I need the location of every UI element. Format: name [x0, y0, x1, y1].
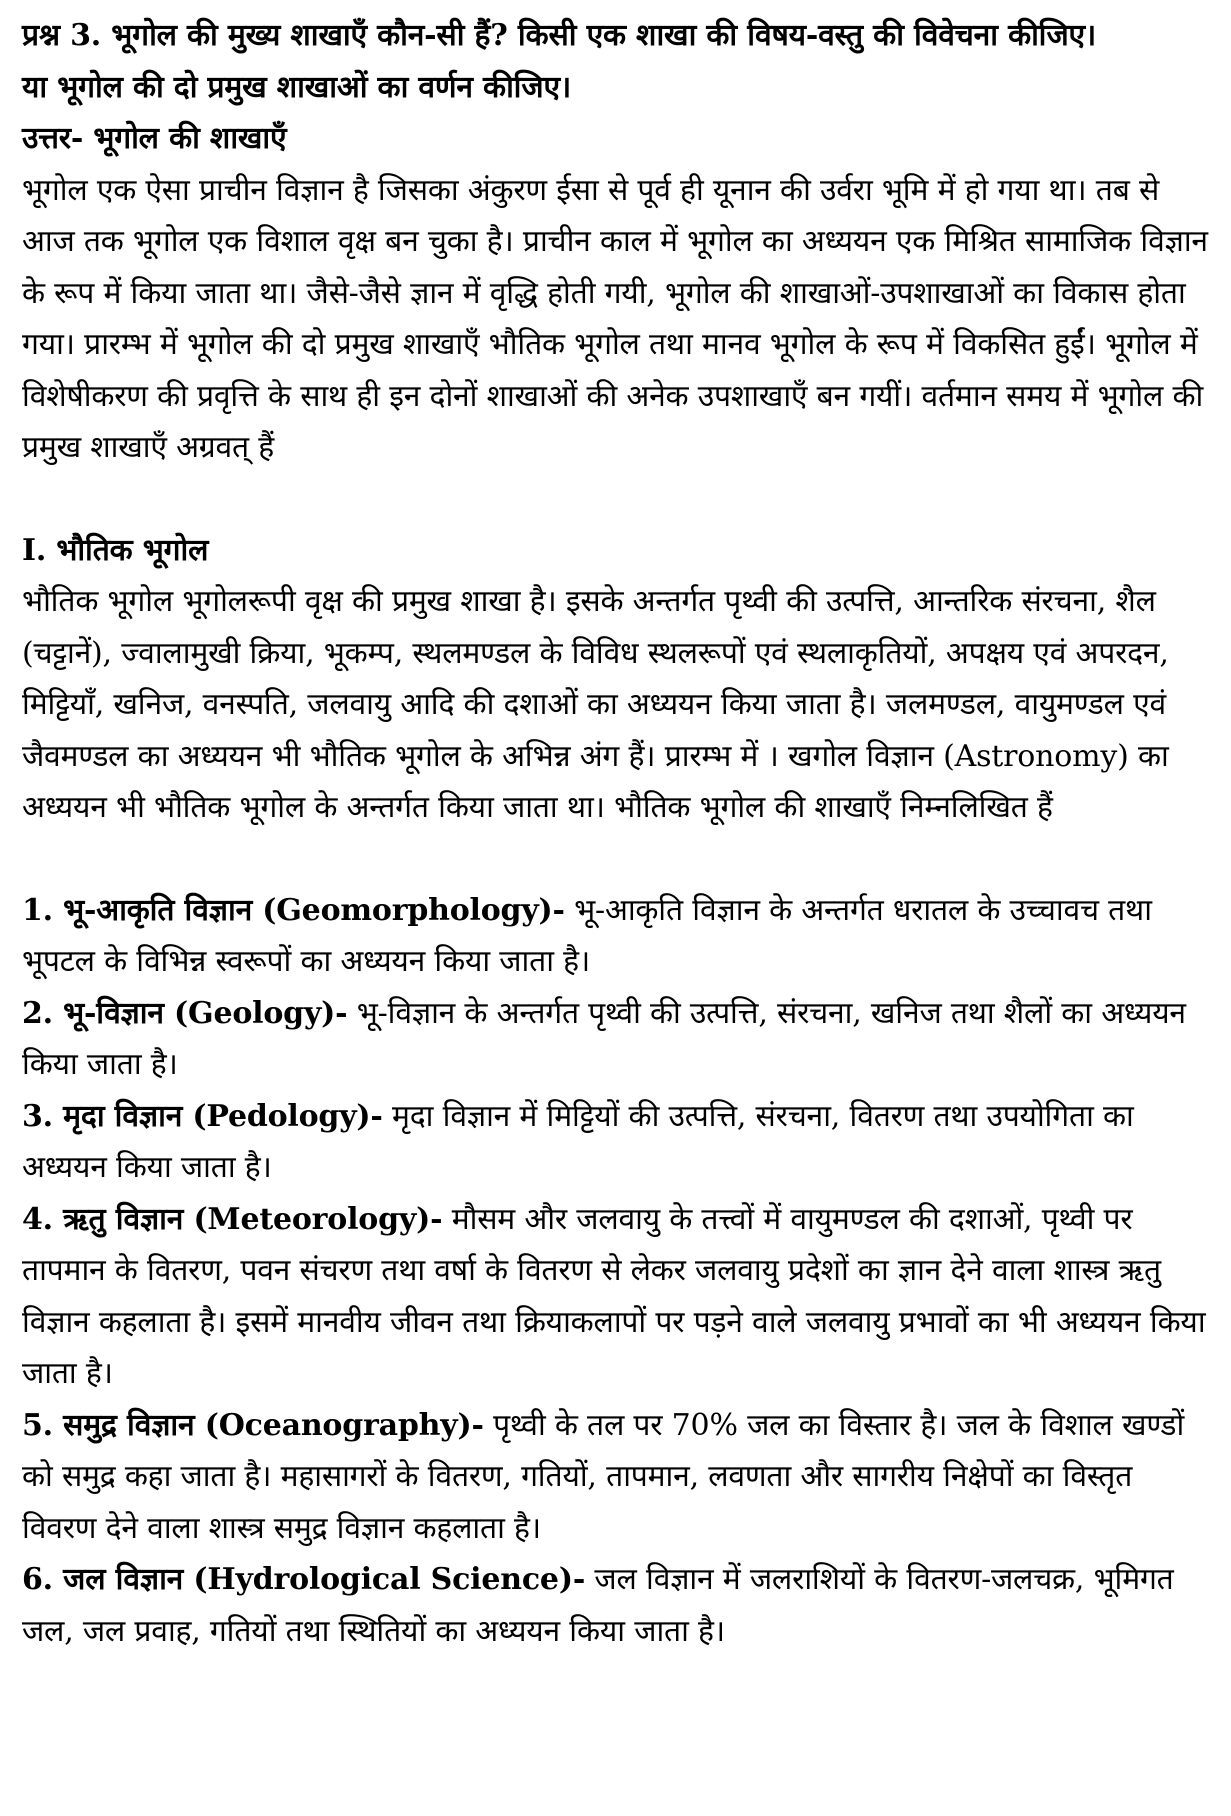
branch-title: 3. मृदा विज्ञान (Pedology)- [22, 1098, 383, 1134]
branch-title: 2. भू-विज्ञान (Geology)- [22, 995, 348, 1031]
branch-text: मौसम और जलवायु के तत्त्वों में वायुमण्डल की दशाओं, पृथ्वी पर तापमान के वितरण, पवन संचरण तथा वर्षा के वितरण से लेकर जलवायु प्रदेशों का ज्ञान देने वाला शास्त्र ऋतु विज्ञान कहलाता है। इसमें मानवीय जीवन तथा क्रियाकलापों पर पड़ने वाले जलवायु प्रभावों का भी अध्ययन किया जाता है। [22, 1201, 1206, 1391]
branch-text: भू-विज्ञान के अन्तर्गत पृथ्वी की उत्पत्ति, संरचना, खनिज तथा शैलों का अध्ययन किया जाता है। [22, 995, 1186, 1082]
branch-text: मृदा विज्ञान में मिट्टियों की उत्पत्ति, संरचना, वितरण तथा उपयोगिता का अध्ययन किया जाता है। [22, 1098, 1134, 1185]
branch-item [22, 988, 1214, 1091]
branch-title: 5. समुद्र विज्ञान (Oceanography)- [22, 1407, 484, 1443]
branch-title: 6. जल विज्ञान (Hydrological Science)- [22, 1562, 586, 1597]
branch-title: 4. ऋतु विज्ञान (Meteorology)- [22, 1201, 443, 1237]
spacer [22, 834, 1214, 885]
spacer [22, 474, 1214, 525]
branch-text: पृथ्वी के तल पर 70% जल का विस्तार है। जल के विशाल खण्डों को समुद्र कहा जाता है। महासागरों के वितरण, गतियों, तापमान, लवणता और सागरीय निक्षेपों का विस्तृत विवरण देने वाला शास्त्र समुद्र विज्ञान कहलाता है। [22, 1407, 1185, 1546]
physical-geography-paragraph: भौतिक भूगोल भूगोलरूपी वृक्ष की प्रमुख शाखा है। इसके अन्तर्गत पृथ्वी की उत्पत्ति, आन्तरिक संरचना, शैल (चट्टानें), ज्वालामुखी क्रिया, भूकम्प, स्थलमण्डल के विविध स्थलरूपों एवं स्थलाकृतियों, अपक्षय एवं अपरदन, मिट्टियाँ, खनिज, वनस्पति, जलवायु आदि की दशाओं का अध्ययन किया जाता है। जलमण्डल, वायुमण्डल एवं जैवमण्डल का अध्ययन भी भौतिक भूगोल के अभिन्न अंग हैं। प्रारम्भ में । खगोल विज्ञान (Astronomy) का अध्ययन भी भौतिक भूगोल के अन्तर्गत किया जाता था। भौतिक भूगोल की शाखाएँ निम्नलिखित हैं [22, 584, 1169, 825]
document-page [22, 10, 1214, 1657]
section-heading-physical-geography: I. भौतिक भूगोल [22, 532, 209, 568]
branch-text: भू-आकृति विज्ञान के अन्तर्गत धरातल के उच्चावच तथा भूपटल के विभिन्न स्वरूपों का अध्ययन किया जाता है। [22, 892, 1152, 979]
branch-item [22, 1194, 1214, 1400]
intro-paragraph: भूगोल एक ऐसा प्राचीन विज्ञान है जिसका अंकुरण ईसा से पूर्व ही यूनान की उर्वरा भूमि में हो गया था। तब से आज तक भूगोल एक विशाल वृक्ष बन चुका है। प्राचीन काल में भूगोल का अध्ययन एक मिश्रित सामाजिक विज्ञान के रूप में किया जाता था। जैसे-जैसे ज्ञान में वृद्धि होती गयी, भूगोल की शाखाओं-उपशाखाओं का विकास होता गया। प्रारम्भ में भूगोल की दो प्रमुख शाखाएँ भौतिक भूगोल तथा मानव भूगोल के रूप में विकसित हुईं। भूगोल में विशेषीकरण की प्रवृत्ति के साथ ही इन दोनों शाखाओं की अनेक उपशाखाएँ बन गयीं। वर्तमान समय में भूगोल की प्रमुख शाखाएँ अग्रवत् हैं [22, 172, 1208, 465]
branch-item [22, 1091, 1214, 1194]
branch-item [22, 1400, 1214, 1555]
alternate-question-text: या भूगोल की दो प्रमुख शाखाओं का वर्णन कीजिए। [22, 69, 572, 105]
branch-text: जल विज्ञान में जलराशियों के वितरण-जलचक्र, भूमिगत जल, जल प्रवाह, गतियों तथा स्थितियों का अध्ययन किया जाता है। [22, 1562, 1174, 1649]
answer-heading: उत्तर- भूगोल की शाखाएँ [22, 121, 287, 156]
question-text: प्रश्न 3. भूगोल की मुख्य शाखाएँ कौन-सी हैं? किसी एक शाखा की विषय-वस्तु की विवेचना कीजिए। [22, 18, 1097, 53]
branch-title: 1. भू-आकृति विज्ञान (Geomorphology)- [22, 892, 565, 928]
branch-item [22, 1554, 1214, 1657]
branch-item [22, 885, 1214, 988]
